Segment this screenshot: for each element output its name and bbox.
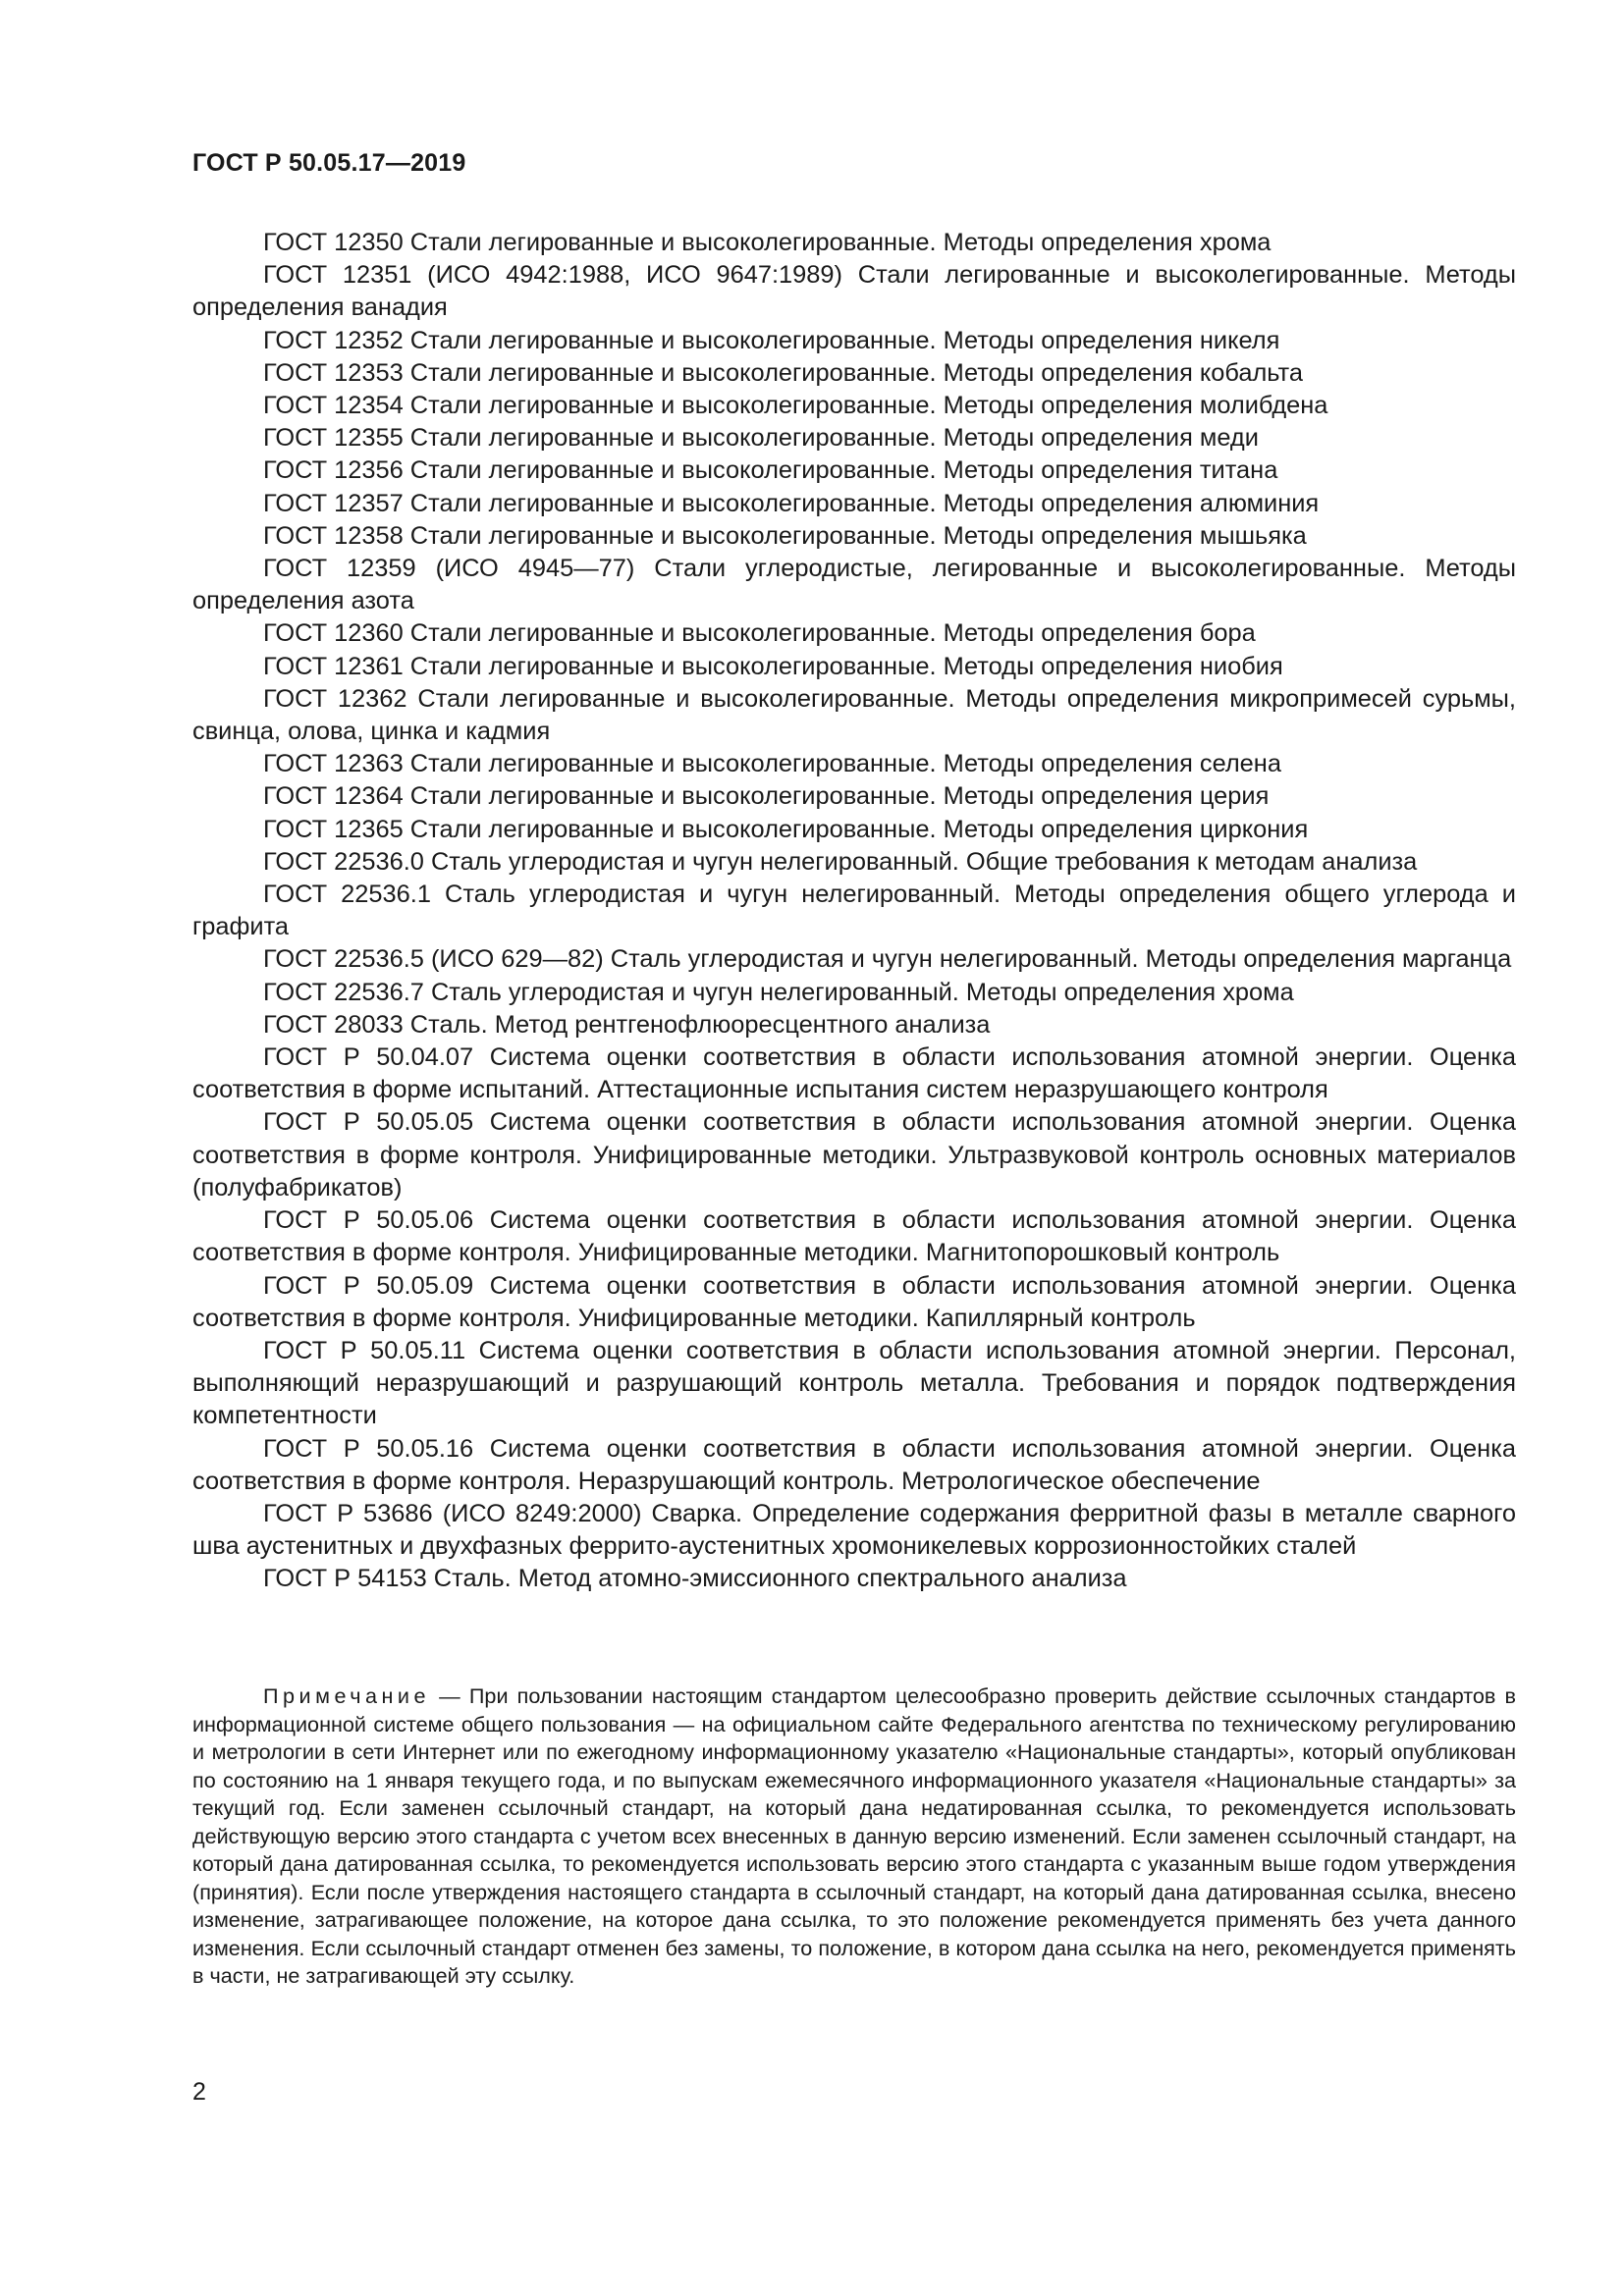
reference-item: ГОСТ 12352 Стали легированные и высоколегированные. Методы определения никеля	[263, 326, 1280, 354]
reference-item: ГОСТ 12360 Стали легированные и высоколегированные. Методы определения бора	[263, 619, 1256, 648]
reference-item: ГОСТ 12354 Стали легированные и высоколегированные. Методы определения молибдена	[263, 392, 1328, 420]
reference-item: ГОСТ 22536.0 Сталь углеродистая и чугун нелегированный. Общие требования к методам анализа	[263, 847, 1418, 876]
reference-item: ГОСТ Р 50.04.07 Система оценки соответствия в области использования атомной энергии. Оценка соответствия в форме испытаний. Аттестационные испытания систем неразрушающего контроля	[192, 1043, 1516, 1104]
reference-item: ГОСТ 12356 Стали легированные и высоколегированные. Методы определения титана	[263, 456, 1278, 485]
note-label: Примечание	[263, 1683, 430, 1708]
document-header: ГОСТ Р 50.05.17—2019	[192, 149, 466, 177]
reference-item: ГОСТ 22536.5 (ИСО 629—82) Сталь углеродистая и чугун нелегированный. Методы определения марганца	[263, 945, 1512, 974]
reference-item: ГОСТ Р 50.05.11 Система оценки соответствия в области использования атомной энергии. Персонал, выполняющий неразрушающий и разрушающий контроль металла. Требования и порядок подтверждения компетентности	[192, 1336, 1516, 1430]
reference-item: ГОСТ 12357 Стали легированные и высоколегированные. Методы определения алюминия	[263, 489, 1320, 517]
reference-item: ГОСТ Р 50.05.16 Система оценки соответствия в области использования атомной энергии. Оценка соответствия в форме контроля. Неразрушающий контроль. Метрологическое обеспечение	[192, 1434, 1516, 1495]
reference-item: ГОСТ 12364 Стали легированные и высоколегированные. Методы определения церия	[263, 782, 1270, 811]
note-text: — При пользовании настоящим стандартом целесообразно проверить действие ссылочных стандартов в информационной системе общего пользования — на официальном сайте Федерального агентства по техническому регулированию и метрологии в сети Интернет или по ежегодному информационному указателю «Национальные стандарты», который опубликован по состоянию на 1 января текущего года, и по выпускам ежемесячного информационного указателя «Национальные стандарты» за текущий год. Если заменен ссылочный стандарт, на который дана недатированная ссылка, то рекомендуется использовать действующую версию этого стандарта с учетом всех внесенных в данную версию изменений. Если заменен ссылочный стандарт, на который дана датированная ссылка, то рекомендуется использовать версию этого стандарта с указанным выше годом утверждения (принятия). Если после утверждения настоящего стандарта в ссылочный стандарт, на который дана датированная ссылка, внесено изменение, затрагивающее положение, на которое дана ссылка, то это положение рекомендуется применять без учета данного изменения. Если ссылочный стандарт отменен без замены, то положение, в котором дана ссылка на него, рекомендуется применять в части, не затрагивающей эту ссылку.	[192, 1683, 1516, 1988]
reference-item: ГОСТ 22536.7 Сталь углеродистая и чугун нелегированный. Методы определения хрома	[263, 978, 1294, 1006]
reference-item: ГОСТ Р 50.05.05 Система оценки соответствия в области использования атомной энергии. Оценка соответствия в форме контроля. Унифицированные методики. Ультразвуковой контроль основных материалов (полуфабрикатов)	[192, 1108, 1516, 1201]
reference-item: ГОСТ 12350 Стали легированные и высоколегированные. Методы определения хрома	[263, 229, 1272, 256]
page-number: 2	[192, 2078, 206, 2106]
reference-item: ГОСТ 12353 Стали легированные и высоколегированные. Методы определения кобальта	[263, 358, 1304, 387]
reference-item: ГОСТ 28033 Сталь. Метод рентгенофлюоресцентного анализа	[263, 1010, 991, 1039]
reference-item: ГОСТ 12355 Стали легированные и высоколегированные. Методы определения меди	[263, 424, 1259, 453]
reference-item: ГОСТ 12361 Стали легированные и высоколегированные. Методы определения ниобия	[263, 652, 1283, 680]
reference-item: ГОСТ 12365 Стали легированные и высоколегированные. Методы определения циркония	[263, 815, 1309, 843]
reference-item: ГОСТ 12362 Стали легированные и высоколегированные. Методы определения микропримесей сурьмы, свинца, олова, цинка и кадмия	[192, 684, 1516, 746]
reference-item: ГОСТ Р 50.05.09 Система оценки соответствия в области использования атомной энергии. Оценка соответствия в форме контроля. Унифицированные методики. Капиллярный контроль	[192, 1271, 1516, 1332]
reference-item: ГОСТ 12363 Стали легированные и высоколегированные. Методы определения селена	[263, 750, 1281, 778]
references-list	[192, 227, 1516, 1596]
reference-item: ГОСТ 22536.1 Сталь углеродистая и чугун нелегированный. Методы определения общего углерода и графита	[192, 881, 1516, 941]
note-paragraph	[192, 1682, 1516, 1991]
reference-item: ГОСТ 12358 Стали легированные и высоколегированные. Методы определения мышьяка	[263, 521, 1307, 550]
reference-item: ГОСТ Р 53686 (ИСО 8249:2000) Сварка. Определение содержания ферритной фазы в металле сварного шва аустенитных и двухфазных феррито-аустенитных хромоникелевых коррозионностойких сталей	[192, 1499, 1516, 1561]
reference-item: ГОСТ Р 54153 Сталь. Метод атомно-эмиссионного спектрального анализа	[263, 1565, 1127, 1593]
reference-item: ГОСТ Р 50.05.06 Система оценки соответствия в области использования атомной энергии. Оценка соответствия в форме контроля. Унифицированные методики. Магнитопорошковый контроль	[192, 1206, 1516, 1267]
reference-item: ГОСТ 12359 (ИСО 4945—77) Стали углеродистые, легированные и высоколегированные. Методы определения азота	[192, 555, 1516, 615]
reference-item: ГОСТ 12351 (ИСО 4942:1988, ИСО 9647:1989) Стали легированные и высоколегированные. Методы определения ванадия	[192, 261, 1516, 322]
